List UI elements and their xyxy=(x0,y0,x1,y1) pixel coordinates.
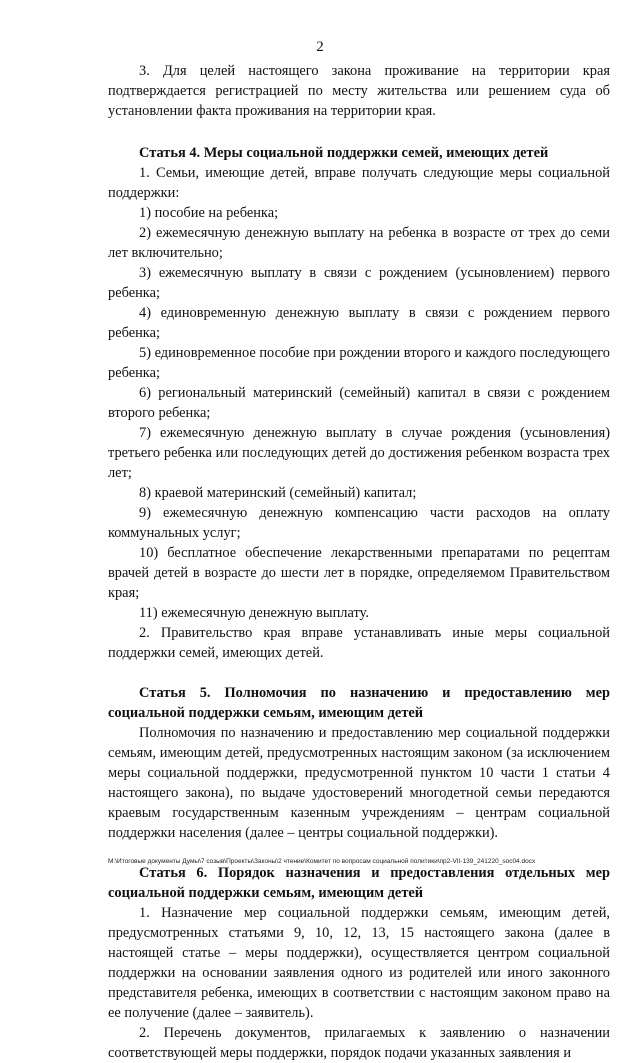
paragraph-3: 3. Для целей настоящего закона проживание на территории края подтверждается регистрацией по месту жительства или решением суда об установлении факта проживания на территории края. xyxy=(108,63,610,119)
list-item: 2) ежемесячную денежную выплату на ребенка в возрасте от трех до семи лет включительно; xyxy=(108,225,610,261)
article-5-title: Статья 5. Полномочия по назначению и предоставлению мер социальной поддержки семьям, имеющим детей xyxy=(108,685,610,721)
list-item: 3) ежемесячную выплату в связи с рождением (усыновлением) первого ребенка; xyxy=(108,265,610,301)
article-4-title: Статья 4. Меры социальной поддержки семей, имеющих детей xyxy=(139,145,549,161)
list-item: 6) региональный материнский (семейный) капитал в связи с рождением второго ребенка; xyxy=(108,385,610,421)
article-6-part-1: 1. Назначение мер социальной поддержки семьям, имеющим детей, предусмотренных статьями 9, 10, 12, 13, 15 настоящего закона (далее в настоящей статье – меры поддержки), осуществляется центром социальной поддержки на основании заявления одного из родителей или иного законного представителя ребенка, имеющих в соответствии с настоящим законом право на ее получение (далее – заявитель). xyxy=(108,905,610,1021)
list-item: 11) ежемесячную денежную выплату. xyxy=(139,605,369,621)
page-number: 2 xyxy=(316,39,324,55)
list-item: 8) краевой материнский (семейный) капитал; xyxy=(139,485,417,501)
article-5-body: Полномочия по назначению и предоставлению мер социальной поддержки семьям, имеющим детей, предусмотренных настоящим законом (за исключением меры социальной поддержки, предусмотренной пунктом 10 части 1 статьи 4 настоящего закона), по выдаче удостоверений многодетной семьи передаются краевым государственным казенным учреждениям – центрам социальной поддержки населения (далее – центры социальной поддержки). xyxy=(108,725,610,841)
article-6-title: Статья 6. Порядок назначения и предоставления отдельных мер социальной поддержки семьям, имеющим детей xyxy=(108,865,610,901)
list-item: 10) бесплатное обеспечение лекарственными препаратами по рецептам врачей детей в возрасте до шести лет в порядке, определяемом Правительством края; xyxy=(108,545,610,601)
document-body xyxy=(108,61,610,1063)
article-6-part-2: 2. Перечень документов, прилагаемых к заявлению о назначении соответствующей меры поддержки, порядок подачи указанных заявления и xyxy=(108,1025,610,1061)
list-item: 7) ежемесячную денежную выплату в случае рождения (усыновления) третьего ребенка или последующих детей до достижения ребенком возраста трех лет; xyxy=(108,425,610,481)
article-4-part-1: 1. Семьи, имеющие детей, вправе получать следующие меры социальной поддержки: xyxy=(108,165,610,201)
list-item: 5) единовременное пособие при рождении второго и каждого последующего ребенка; xyxy=(108,345,610,381)
article-4-part-2: 2. Правительство края вправе устанавливать иные меры социальной поддержки семей, имеющих детей. xyxy=(108,625,610,661)
file-path-footer: М:\Итоговые документы Думы\7 созыв\Проекты\Законы\2 чтение\Комитет по вопросам социальной политики\пр2-VII-139_241220_soc04.docx xyxy=(108,858,536,865)
list-item: 1) пособие на ребенка; xyxy=(139,205,279,221)
list-item: 4) единовременную денежную выплату в связи с рождением первого ребенка; xyxy=(108,305,610,341)
list-item: 9) ежемесячную денежную компенсацию части расходов на оплату коммунальных услуг; xyxy=(108,505,610,541)
